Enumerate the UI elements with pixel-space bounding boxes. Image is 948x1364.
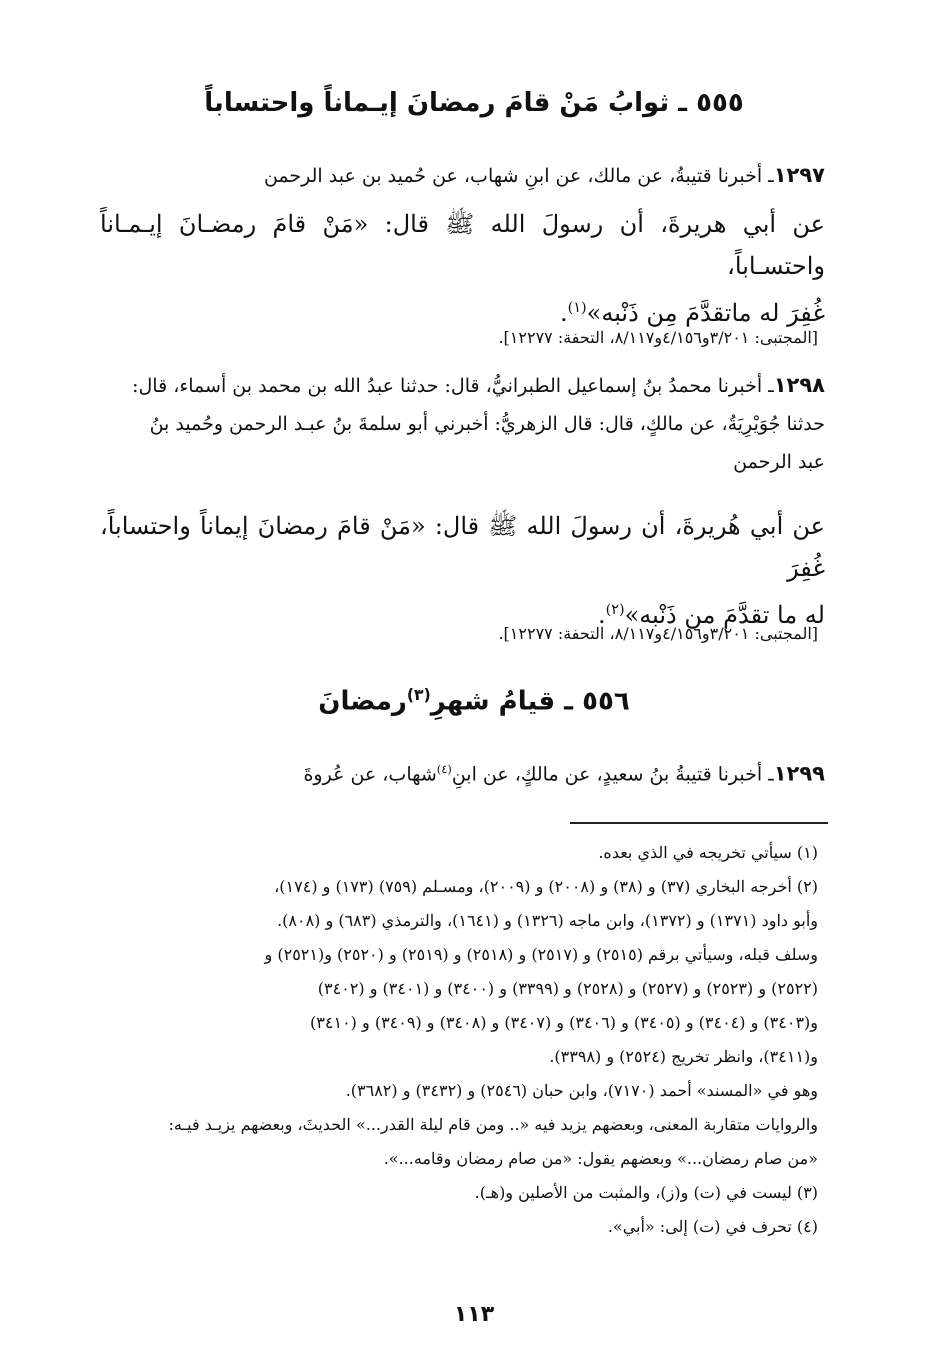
hadith-1298-matn: عن أبي هُريرةَ، أن رسولَ الله ﷺ قال: «مَنْ قامَ رمضانَ إيماناً واحتساباً، غُفِرَ له ما تقدَّمَ من ذَنْبه»$^{(٢)}$. (100, 512, 825, 629)
footnote-line: (٤) تحرف في (ت) إلى: «أبي». (607, 1217, 818, 1236)
footnote-marker: (٢) (605, 602, 625, 618)
footnote-line: (٣) ليست في (ت) و(ز)، والمثبت من الأصلين و(هـ). (474, 1183, 818, 1202)
hadith-1298-isnad: ١٢٩٨ـ أخبرنا محمدُ بنُ إسماعيل الطبرانيُّ، قال: حدثنا عبدُ الله بن محمد بن أسماء، قال: حدثنا جُوَيْرِيَةُ، عن مالكٍ، قال: قال الزهريُّ: أخبرني أبو سلمةَ بنُ عبـد الرحمن وحُميد بنُ عبد الرحمن (132, 373, 825, 473)
footnote-line: وسلف قبله، وسيأتي برقم (٢٥١٥) و (٢٥١٧) و (٢٥١٨) و (٢٥١٩) و (٢٥٢٠) و(٢٥٢١) و (264, 945, 818, 964)
footnote-line: و(٣٤٠٣) و (٣٤٠٤) و (٣٤٠٥) و (٣٤٠٦) و (٣٤٠٧) و (٣٤٠٨) و (٣٤٠٩) و (٣٤١٠) (310, 1013, 818, 1032)
footnote-line: و(٣٤١١)، وانظر تخريج (٢٥٢٤) و (٣٣٩٨). (549, 1047, 818, 1066)
footnote-line: والروايات متقاربة المعنى، وبعضهم يزيد فيه «.. ومن قام ليلة القدر...» الحديثَ، وبعضهم يزيـد فيـه: (168, 1115, 818, 1134)
footnote-line: «من صام رمضان...» وبعضهم يقول: «من صام رمضان وقامه...». (383, 1149, 818, 1168)
hadith-1298-reference: [المجتبى: ٣/٢٠١و٤/١٥٦و٨/١١٧، التحفة: ١٢٢٧٧]. (498, 624, 818, 643)
chapter-heading-556: ٥٥٦ ـ قيامُ شهرِ$^{(٣)}$رمضانَ (318, 686, 630, 717)
footnote-marker: (١) (567, 300, 587, 316)
hadith-1297-isnad: ١٢٩٧ـ أخبرنا قتيبةُ، عن مالك، عن ابنِ شهاب، عن حُميد بن عبد الرحمن (263, 163, 825, 187)
hadith-number: ١٢٩٩ (773, 761, 825, 786)
footnote-marker: (٣) (406, 686, 431, 704)
footnote-line: (٢٥٢٢) و (٢٥٢٣) و (٢٥٢٧) و (٢٥٢٨) و (٣٣٩٩) و (٣٤٠٠) و (٣٤٠١) و (٣٤٠٢) (317, 979, 818, 998)
hadith-1299-isnad: ١٢٩٩ـ أخبرنا قتيبةُ بنُ سعيدٍ، عن مالكٍ، عن ابنِ$^{(٤)}$شهاب، عن عُروةَ (303, 761, 825, 786)
footnote-marker: (٤) (436, 762, 452, 776)
hadith-number: ١٢٩٧ (773, 163, 825, 187)
chapter-heading-555: ٥٥٥ ـ ثوابُ مَنْ قامَ رمضانَ إيـماناً واحتساباً (204, 88, 744, 118)
hadith-number: ١٢٩٨ (773, 373, 825, 397)
footnotes (116, 836, 818, 1244)
page-number: ١١٣ (453, 1302, 495, 1327)
footnote-line: (٢) أخرجه البخاري (٣٧) و (٣٨) و (٢٠٠٨) و (٢٠٠٩)، ومسـلم (٧٥٩) (١٧٣) و (١٧٤)، (274, 877, 818, 896)
footnote-line: وهو في «المسند» أحمد (٧١٧٠)، وابن حبان (٢٥٤٦) و (٣٤٣٢) و (٣٦٨٢). (345, 1081, 818, 1100)
hadith-1297-reference: [المجتبى: ٣/٢٠١و٤/١٥٦و٨/١١٧، التحفة: ١٢٢٧٧]. (498, 328, 818, 347)
hadith-1297-matn: عن أبي هريرةَ، أن رسولَ الله ﷺ قال: «مَنْ قامَ رمضـانَ إيـمـاناً واحتسـاباً، غُفِرَ له ماتقدَّمَ مِن ذَنْبه»$^{(١)}$. (100, 210, 825, 327)
footnote-line: وأبو داود (١٣٧١) و (١٣٧٢)، وابن ماجه (١٣٢٦) و (١٦٤١)، والترمذي (٦٨٣) و (٨٠٨). (277, 911, 818, 930)
footnote-line: (١) سيأتي تخريجه في الذي بعده. (598, 843, 818, 862)
footnote-separator (570, 822, 828, 824)
